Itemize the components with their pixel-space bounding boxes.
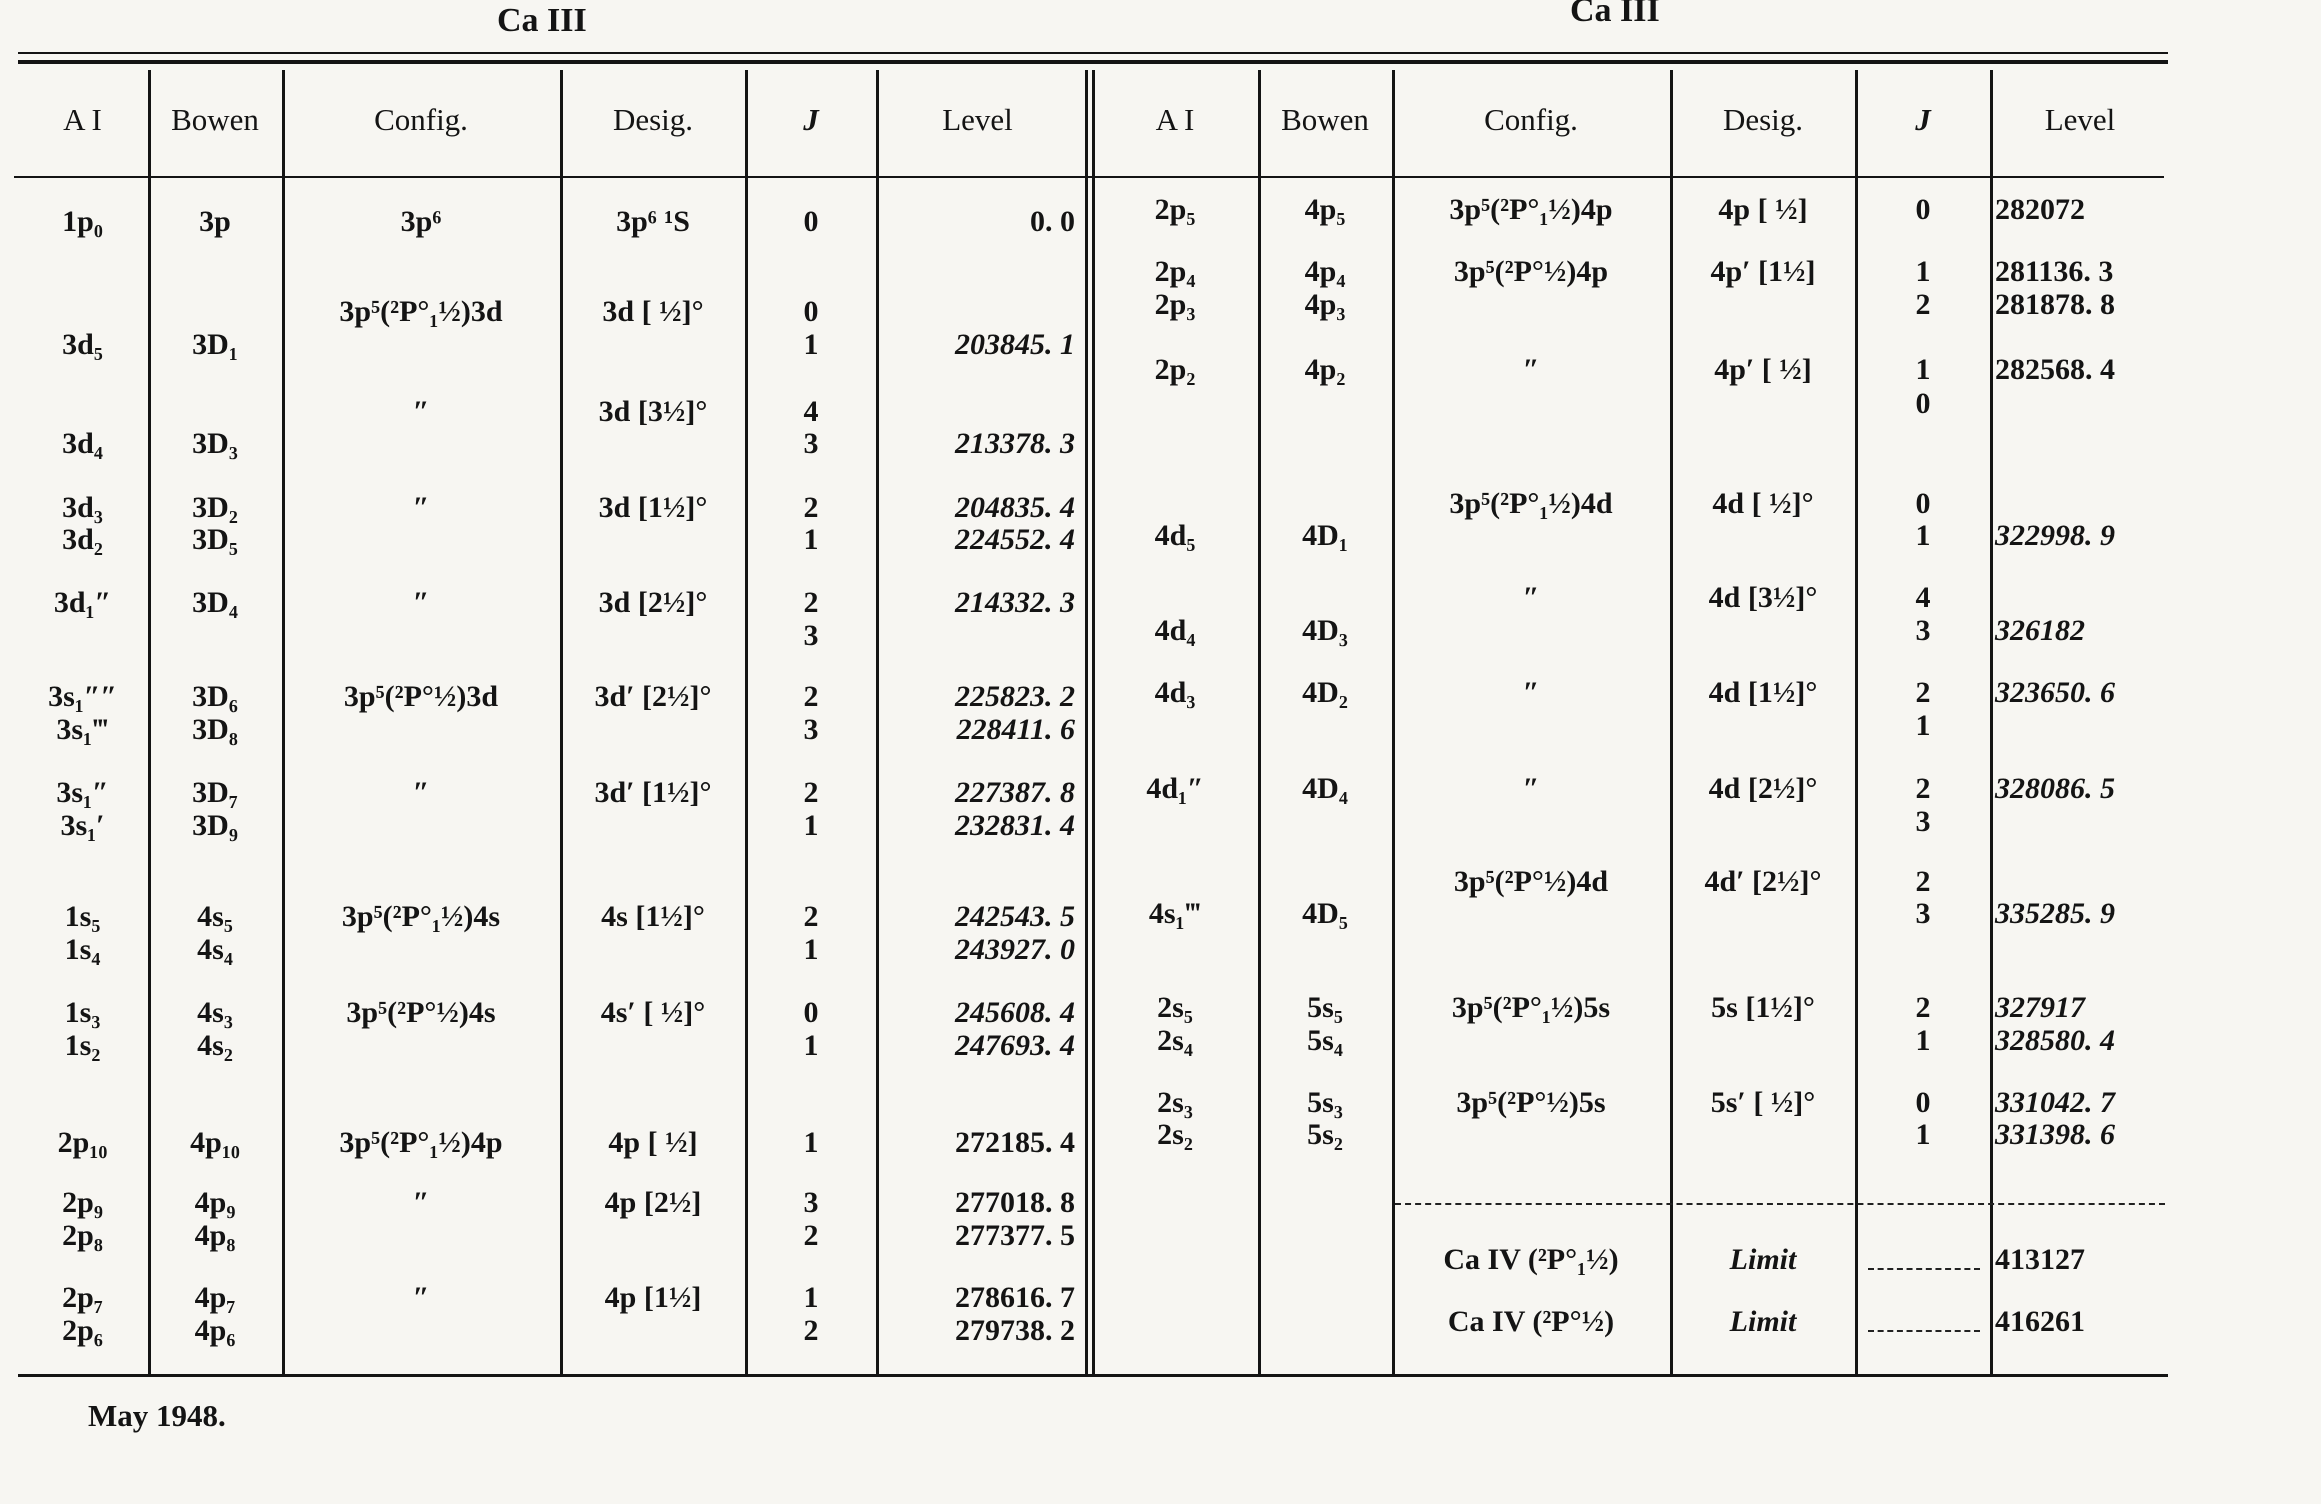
right-cell-ai: 2p₄: [1154, 255, 1196, 288]
left-cell-bowen: 3D₅: [192, 523, 238, 556]
right-cell-level: 331398. 6: [1995, 1118, 2115, 1151]
right-cell-level: 282072: [1995, 193, 2085, 226]
right-cell-j: 1: [1915, 1024, 1931, 1057]
left-cell-j: 1: [803, 523, 819, 556]
left-header-ai: A I: [63, 102, 102, 137]
left-cell-config: 3p⁵(²P°½)3d: [343, 680, 499, 713]
limit-config: Ca IV (²P°½): [1447, 1305, 1615, 1338]
left-header-desig: Desig.: [612, 102, 694, 137]
top-rule-thin: [18, 52, 2168, 54]
left-cell-ai: 1p₀: [62, 205, 103, 238]
left-cell-level: 228411. 6: [956, 713, 1075, 746]
limit-level: 416261: [1995, 1305, 2085, 1338]
left-cell-ai: 1s₅: [64, 900, 101, 933]
left-cell-bowen: 4p₈: [194, 1219, 236, 1252]
right-cell-j: 1: [1915, 519, 1931, 552]
left-cell-config: 3p⁵(²P°₁½)4s: [341, 900, 501, 933]
left-cell-desig: 3d [3½]°: [598, 395, 708, 428]
right-cell-config: 3p⁵(²P°₁½)5s: [1451, 991, 1611, 1024]
right-cell-level: 331042. 7: [1995, 1086, 2115, 1119]
left-cell-bowen: 3D₆: [192, 680, 238, 713]
left-cell-desig: 3d [1½]°: [598, 491, 708, 524]
right-header-bowen: Bowen: [1281, 102, 1369, 137]
column-divider: [876, 70, 879, 1375]
column-divider: [1990, 70, 1993, 1375]
right-cell-j: 3: [1915, 805, 1931, 838]
left-cell-j: 3: [803, 713, 819, 746]
right-cell-ai: 4d₃: [1154, 676, 1196, 709]
left-cell-j: 4: [803, 395, 819, 428]
right-cell-config: ″: [1522, 676, 1540, 709]
left-cell-ai: 3s₁‴: [56, 713, 109, 746]
left-cell-j: 1: [803, 1281, 819, 1314]
right-cell-j: 1: [1915, 255, 1931, 288]
right-header-j: J: [1915, 102, 1931, 137]
right-cell-config: ″: [1522, 353, 1540, 386]
right-cell-j: 2: [1915, 676, 1931, 709]
left-cell-level: 245608. 4: [955, 996, 1075, 1029]
right-cell-level: 335285. 9: [1995, 897, 2115, 930]
right-cell-bowen: 4p₂: [1304, 353, 1346, 386]
left-cell-level: 0. 0: [1030, 205, 1075, 238]
right-cell-j: 3: [1915, 897, 1931, 930]
right-cell-j: 0: [1915, 193, 1931, 226]
left-cell-ai: 2p₉: [62, 1186, 103, 1219]
right-cell-ai: 4d₁″: [1146, 772, 1204, 805]
left-cell-desig: 3d [ ½]°: [602, 295, 704, 328]
limit-desig: Limit: [1729, 1305, 1797, 1338]
right-cell-desig: 5s′ [ ½]°: [1710, 1086, 1816, 1119]
left-cell-ai: 1s₂: [64, 1029, 101, 1062]
left-cell-ai: 2p₈: [62, 1219, 103, 1252]
right-cell-desig: 4p′ [ ½]: [1714, 353, 1812, 386]
right-cell-bowen: 4D₄: [1302, 772, 1348, 805]
left-cell-bowen: 3D₃: [192, 427, 238, 460]
left-cell-level: 277018. 8: [955, 1186, 1075, 1219]
left-cell-j: 2: [803, 900, 819, 933]
left-cell-ai: 1s₃: [64, 996, 101, 1029]
right-cell-j: 2: [1915, 991, 1931, 1024]
left-cell-bowen: 4p₉: [194, 1186, 236, 1219]
left-cell-config: ″: [412, 586, 430, 619]
left-cell-ai: 3d₄: [62, 427, 103, 460]
left-cell-bowen: 4p₆: [194, 1314, 236, 1347]
left-cell-config: 3p⁵(²P°₁½)4p: [339, 1126, 503, 1159]
footer-date: May 1948.: [88, 1398, 226, 1433]
left-cell-config: ″: [412, 395, 430, 428]
left-cell-config: ″: [412, 1281, 430, 1314]
left-cell-ai: 3d₁″: [53, 586, 112, 619]
left-cell-ai: 2p₆: [62, 1314, 103, 1347]
right-cell-level: 282568. 4: [1995, 353, 2115, 386]
left-cell-j: 1: [803, 1126, 819, 1159]
left-cell-ai: 2p₁₀: [57, 1126, 108, 1159]
right-cell-level: 322998. 9: [1995, 519, 2115, 552]
right-cell-desig: 5s [1½]°: [1711, 991, 1815, 1024]
right-cell-level: 327917: [1995, 991, 2085, 1024]
left-cell-j: 3: [803, 619, 819, 652]
right-cell-bowen: 4D₂: [1302, 676, 1348, 709]
left-cell-desig: 3d′ [1½]°: [594, 776, 712, 809]
right-cell-desig: 4d′ [2½]°: [1704, 865, 1822, 898]
right-cell-ai: 4d₄: [1154, 614, 1196, 647]
right-cell-j: 0: [1915, 1086, 1931, 1119]
limit-desig: Limit: [1729, 1243, 1797, 1276]
right-cell-j: 1: [1915, 709, 1931, 742]
right-cell-bowen: 5s₂: [1307, 1118, 1343, 1151]
left-cell-ai: 1s₄: [64, 933, 101, 966]
right-cell-ai: 2p₃: [1154, 288, 1196, 321]
left-cell-bowen: 4p₇: [194, 1281, 236, 1314]
right-cell-config: ″: [1522, 581, 1540, 614]
column-divider: [1085, 70, 1088, 1375]
left-cell-bowen: 4s₄: [197, 933, 233, 966]
left-cell-ai: 2p₇: [62, 1281, 103, 1314]
right-cell-config: 3p⁵(²P°₁½)4d: [1449, 487, 1613, 520]
right-cell-ai: 2s₄: [1157, 1024, 1193, 1057]
right-cell-bowen: 4p₄: [1304, 255, 1346, 288]
left-cell-config: ″: [412, 491, 430, 524]
right-cell-ai: 2p₂: [1154, 353, 1196, 386]
left-cell-config: 3p⁶: [400, 205, 442, 238]
column-divider: [560, 70, 563, 1375]
left-cell-j: 0: [803, 295, 819, 328]
left-cell-level: 272185. 4: [955, 1126, 1075, 1159]
left-cell-level: 242543. 5: [955, 900, 1075, 933]
left-cell-desig: 3d′ [2½]°: [594, 680, 712, 713]
left-header-config: Config.: [374, 102, 468, 137]
left-cell-desig: 4s [1½]°: [601, 900, 705, 933]
left-cell-desig: 4p [ ½]: [608, 1126, 698, 1159]
left-cell-level: 243927. 0: [955, 933, 1075, 966]
left-cell-level: 204835. 4: [955, 491, 1075, 524]
left-cell-j: 0: [803, 205, 819, 238]
left-cell-bowen: 3D₁: [192, 328, 238, 361]
left-cell-ai: 3s₁″: [56, 776, 109, 809]
right-cell-level: 323650. 6: [1995, 676, 2115, 709]
right-cell-desig: 4d [3½]°: [1708, 581, 1818, 614]
left-header-j: J: [803, 102, 819, 137]
right-header-config: Config.: [1484, 102, 1578, 137]
right-cell-config: ″: [1522, 772, 1540, 805]
right-cell-bowen: 5s₅: [1307, 991, 1343, 1024]
left-cell-ai: 3d₅: [62, 328, 103, 361]
left-cell-level: 224552. 4: [955, 523, 1075, 556]
right-cell-j: 0: [1915, 387, 1931, 420]
right-cell-bowen: 4p₃: [1304, 288, 1346, 321]
left-cell-bowen: 4s₃: [197, 996, 233, 1029]
left-cell-j: 2: [803, 491, 819, 524]
left-cell-desig: 4p [2½]: [604, 1186, 702, 1219]
left-cell-level: 279738. 2: [955, 1314, 1075, 1347]
right-cell-desig: 4p′ [1½]: [1710, 255, 1816, 288]
left-cell-j: 2: [803, 680, 819, 713]
left-cell-ai: 3s₁′: [60, 809, 105, 842]
right-cell-bowen: 4D₃: [1302, 614, 1348, 647]
right-cell-j: 3: [1915, 614, 1931, 647]
left-cell-j: 3: [803, 1186, 819, 1219]
right-cell-config: 3p⁵(²P°₁½)4p: [1449, 193, 1613, 226]
left-cell-j: 1: [803, 933, 819, 966]
left-cell-level: 232831. 4: [955, 809, 1075, 842]
left-cell-level: 225823. 2: [955, 680, 1075, 713]
header-rule: [14, 176, 2164, 178]
left-header-bowen: Bowen: [171, 102, 259, 137]
left-header-level: Level: [942, 102, 1013, 137]
right-cell-level: 326182: [1995, 614, 2085, 647]
right-cell-level: 328580. 4: [1995, 1024, 2115, 1057]
right-cell-bowen: 4D₁: [1302, 519, 1348, 552]
left-cell-level: 277377. 5: [955, 1219, 1075, 1252]
left-cell-ai: 3s₁″″: [48, 680, 117, 713]
left-cell-desig: 3d [2½]°: [598, 586, 708, 619]
right-cell-config: 3p⁵(²P°½)4p: [1453, 255, 1609, 288]
left-cell-level: 213378. 3: [955, 427, 1075, 460]
left-cell-config: ″: [412, 1186, 430, 1219]
left-cell-j: 2: [803, 776, 819, 809]
right-cell-ai: 2s₅: [1157, 991, 1193, 1024]
right-cell-level: 281136. 3: [1995, 255, 2114, 288]
right-cell-level: 281878. 8: [1995, 288, 2115, 321]
left-cell-level: 247693. 4: [955, 1029, 1075, 1062]
left-cell-ai: 3d₂: [62, 523, 103, 556]
limit-level: 413127: [1995, 1243, 2085, 1276]
right-cell-level: 328086. 5: [1995, 772, 2115, 805]
right-cell-ai: 2s₂: [1157, 1118, 1193, 1151]
limits-separator: [1395, 1203, 2165, 1205]
right-cell-ai: 2s₃: [1157, 1086, 1193, 1119]
right-cell-ai: 4s₁‴: [1148, 897, 1202, 930]
right-cell-config: 3p⁵(²P°½)5s: [1456, 1086, 1606, 1119]
left-cell-bowen: 3D₈: [192, 713, 238, 746]
left-cell-bowen: 4s₂: [197, 1029, 233, 1062]
limit-j-dash: [1868, 1268, 1980, 1270]
right-cell-j: 1: [1915, 1118, 1931, 1151]
right-cell-config: 3p⁵(²P°½)4d: [1453, 865, 1609, 898]
left-cell-config: ″: [412, 776, 430, 809]
right-cell-ai: 4d₅: [1154, 519, 1196, 552]
right-cell-bowen: 5s₄: [1307, 1024, 1343, 1057]
right-cell-desig: 4d [2½]°: [1708, 772, 1818, 805]
left-cell-bowen: 3D₄: [192, 586, 238, 619]
limit-config: Ca IV (²P°₁½): [1443, 1243, 1619, 1276]
left-cell-bowen: 4p₁₀: [190, 1126, 240, 1159]
right-cell-desig: 4d [1½]°: [1708, 676, 1818, 709]
left-cell-ai: 3d₃: [62, 491, 103, 524]
left-cell-j: 1: [803, 1029, 819, 1062]
left-cell-j: 3: [803, 427, 819, 460]
right-cell-j: 1: [1915, 353, 1931, 386]
left-cell-j: 0: [803, 996, 819, 1029]
left-cell-j: 2: [803, 1219, 819, 1252]
right-cell-ai: 2p₅: [1154, 193, 1196, 226]
column-divider: [282, 70, 285, 1375]
left-cell-bowen: 4s₅: [197, 900, 233, 933]
right-cell-desig: 4p [ ½]: [1718, 193, 1808, 226]
right-cell-j: 2: [1915, 288, 1931, 321]
left-cell-bowen: 3D₂: [192, 491, 238, 524]
left-cell-bowen: 3D₇: [192, 776, 238, 809]
right-cell-bowen: 4p₅: [1304, 193, 1346, 226]
right-header-level: Level: [2044, 102, 2116, 137]
left-cell-level: 278616. 7: [955, 1281, 1075, 1314]
left-cell-desig: 4s′ [ ½]°: [600, 996, 706, 1029]
right-cell-desig: 4d [ ½]°: [1712, 487, 1814, 520]
table-title-left: Ca III: [497, 2, 587, 39]
right-cell-j: 0: [1915, 487, 1931, 520]
left-cell-config: 3p⁵(²P°₁½)3d: [339, 295, 503, 328]
left-cell-config: 3p⁵(²P°½)4s: [346, 996, 496, 1029]
left-cell-j: 2: [803, 1314, 819, 1347]
right-cell-j: 2: [1915, 772, 1931, 805]
right-cell-j: 2: [1915, 865, 1931, 898]
left-cell-desig: 3p⁶ ¹S: [616, 205, 690, 238]
table-title-right: Ca III: [1570, 0, 1660, 29]
left-cell-j: 2: [803, 586, 819, 619]
left-cell-level: 214332. 3: [955, 586, 1075, 619]
left-cell-bowen: 3D₉: [192, 809, 238, 842]
right-header-ai: A I: [1155, 102, 1195, 137]
left-cell-j: 1: [803, 328, 819, 361]
right-cell-j: 4: [1915, 581, 1931, 614]
limit-j-dash: [1868, 1330, 1980, 1332]
right-header-desig: Desig.: [1722, 102, 1804, 137]
left-cell-level: 227387. 8: [955, 776, 1075, 809]
left-cell-desig: 4p [1½]: [604, 1281, 702, 1314]
right-cell-bowen: 4D₅: [1302, 897, 1348, 930]
left-cell-j: 1: [803, 809, 819, 842]
left-cell-bowen: 3p: [199, 205, 231, 238]
right-cell-bowen: 5s₃: [1307, 1086, 1343, 1119]
top-rule-thick: [18, 60, 2168, 64]
left-cell-level: 203845. 1: [955, 328, 1075, 361]
